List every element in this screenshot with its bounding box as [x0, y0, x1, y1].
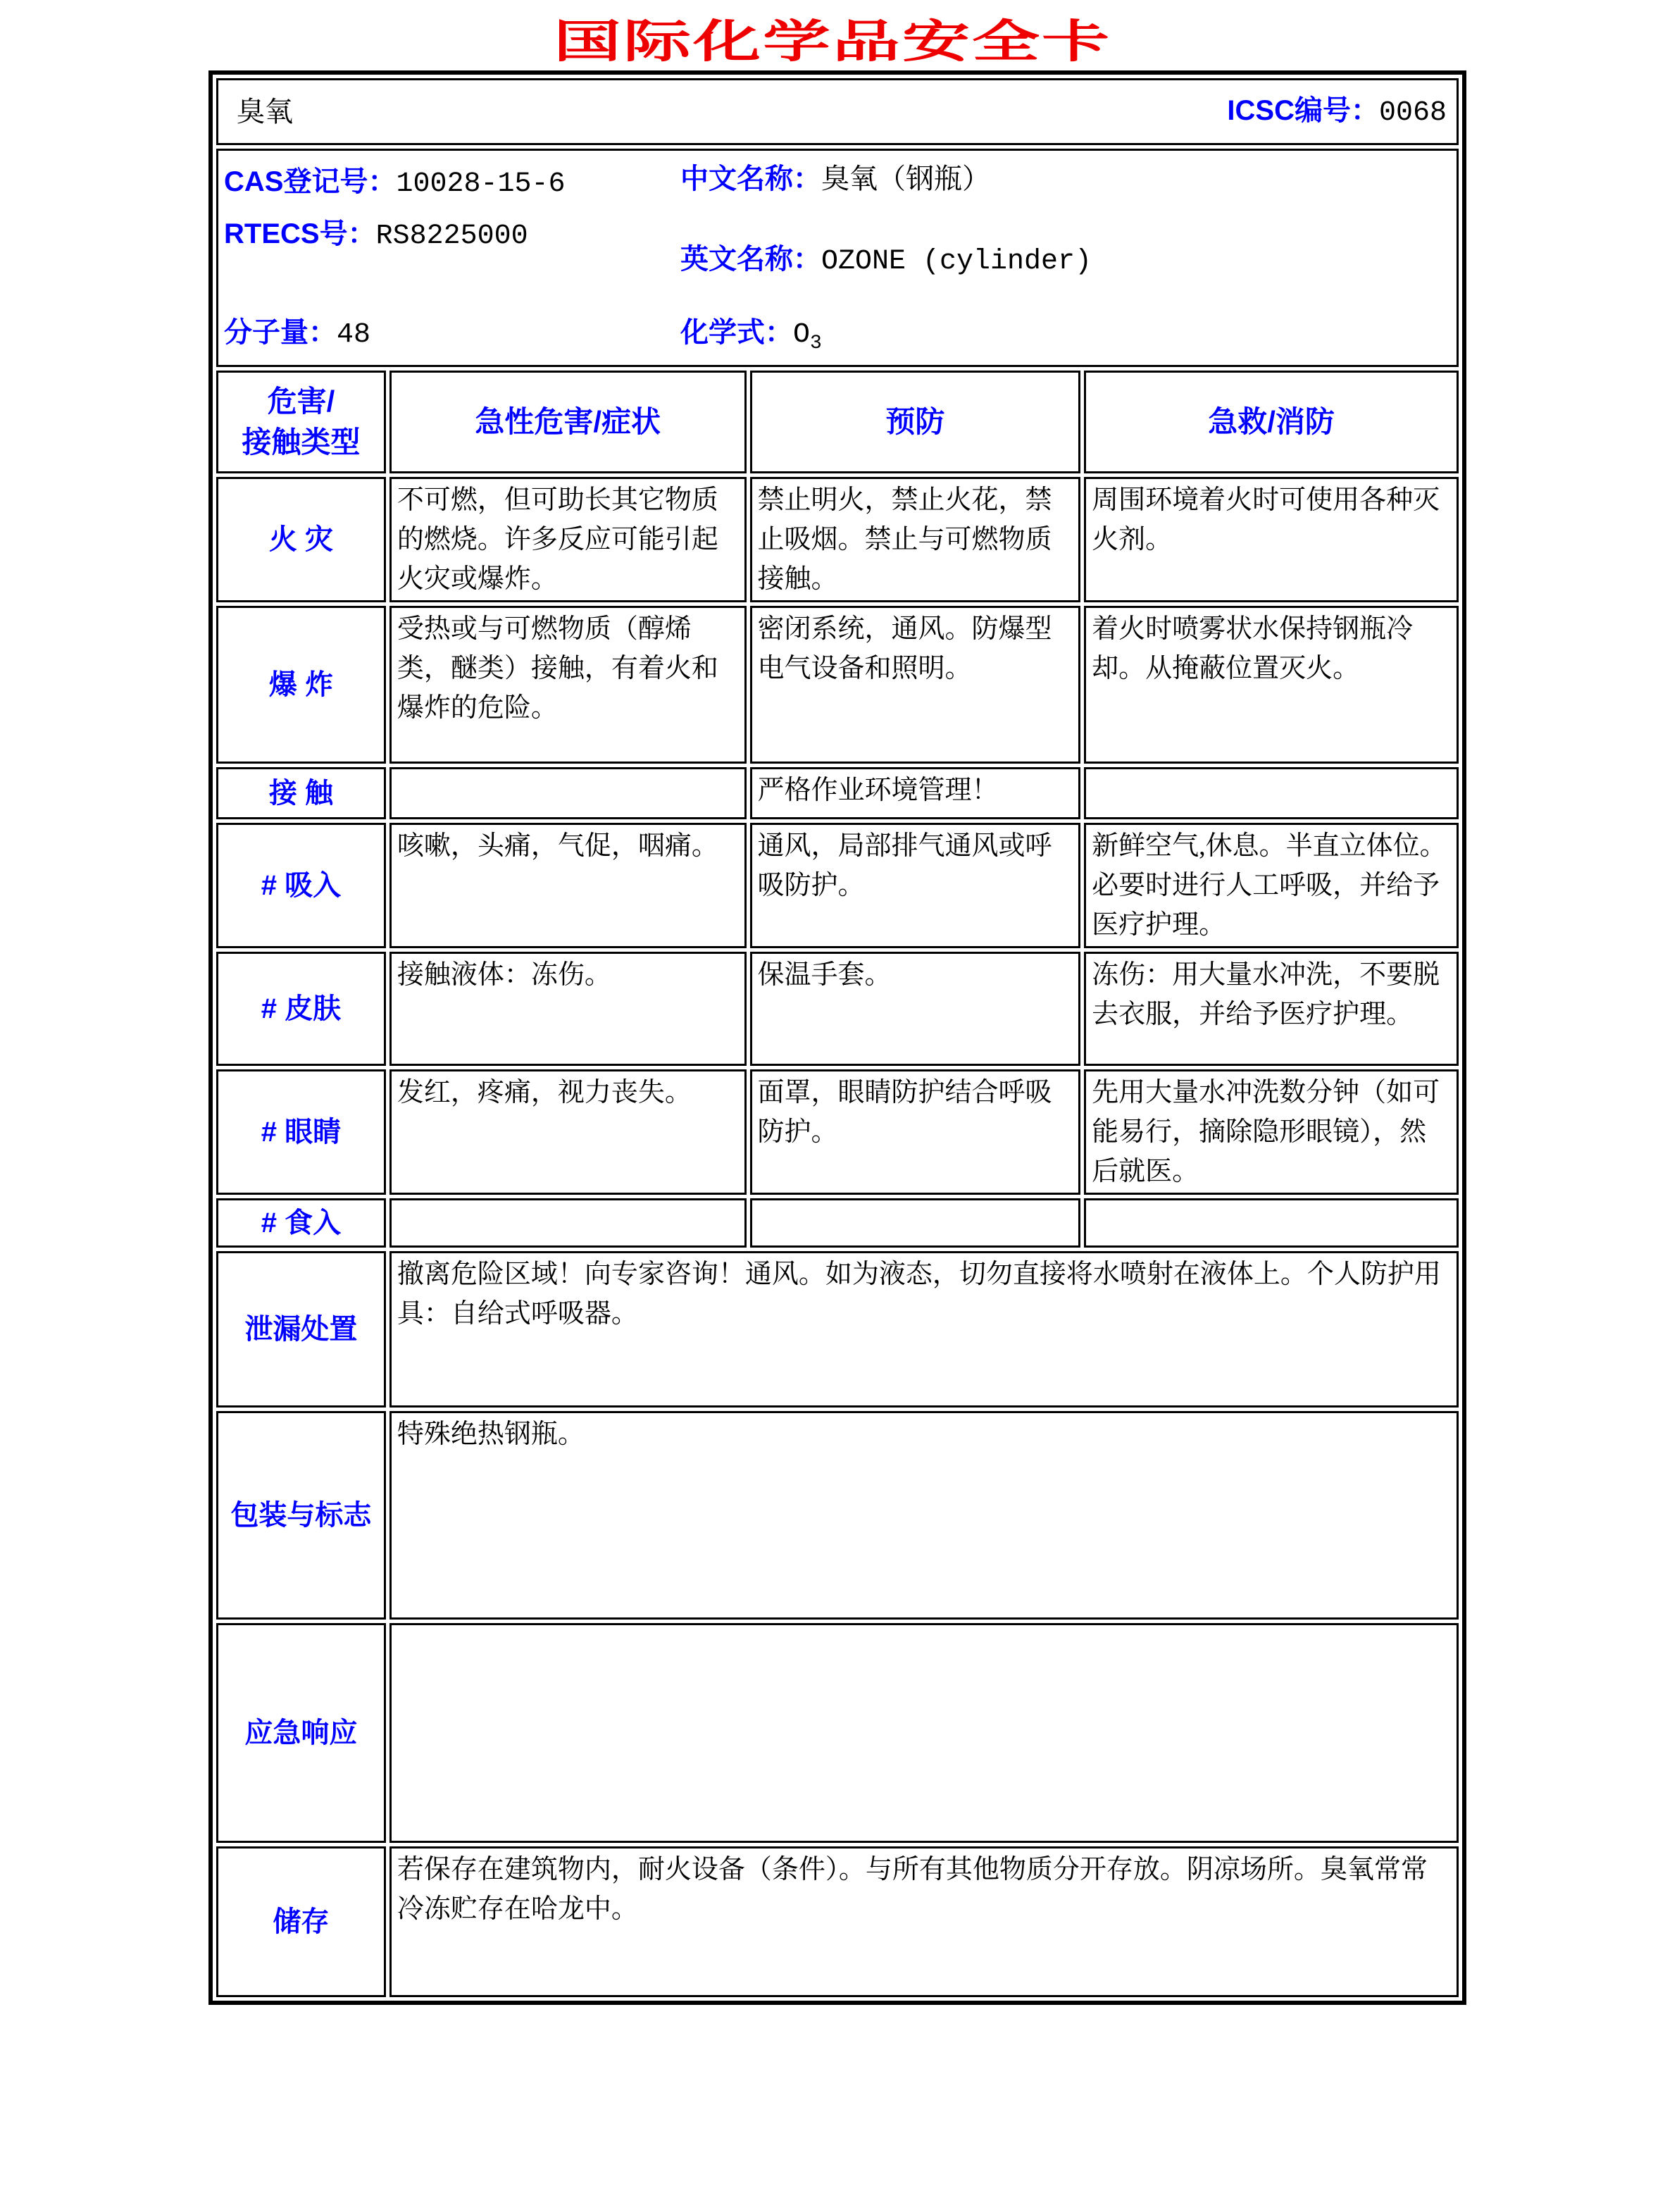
row-ingestion-firstaid: [1084, 1198, 1459, 1248]
row-ingestion: [216, 1198, 1459, 1248]
header-firstaid-firefighting: 急救/消防: [1084, 371, 1459, 473]
identification-cell: [216, 149, 1459, 367]
row-explosion-firstaid: 着火时喷雾状水保持钢瓶冷却。从掩蔽位置灭火。: [1084, 606, 1459, 764]
row-packaging-labelling-content: 特殊绝热钢瓶。: [389, 1411, 1459, 1620]
row-skin-firstaid: 冻伤：用大量水冲洗，不要脱去衣服，并给予医疗护理。: [1084, 952, 1459, 1066]
english-name-line: [680, 242, 1092, 279]
row-emergency-response-content: [389, 1623, 1459, 1843]
molecular-weight-value: 48: [337, 319, 371, 351]
row-spillage-disposal-content: 撤离危险区域！向专家咨询！通风。如为液态，切勿直接将水喷射在液体上。个人防护用具：自给式呼吸器。: [389, 1251, 1459, 1408]
row-eyes-symptoms: 发红，疼痛，视力丧失。: [389, 1069, 747, 1195]
header-acute-symptoms: 急性危害/症状: [389, 371, 747, 473]
page-title: 国际化学品安全卡: [554, 17, 1111, 67]
formula-line: [680, 316, 822, 361]
chinese-name-label: 中文名称：: [680, 163, 821, 194]
cas-line: [224, 165, 566, 201]
row-exposure-prevention: 严格作业环境管理！: [750, 767, 1081, 819]
header-prevention: 预防: [750, 371, 1081, 473]
row-eyes-label: # 眼睛: [216, 1069, 386, 1195]
header-hazard-type: 危害/接触类型: [216, 371, 386, 473]
row-inhalation-symptoms: 咳嗽，头痛，气促，咽痛。: [389, 823, 747, 948]
hazard-header-row: [216, 371, 1459, 473]
cas-value: 10028-15-6: [396, 168, 566, 200]
row-skin: [216, 952, 1459, 1066]
rtecs-label: RTECS号：: [224, 218, 376, 249]
formula-value: $O_3$: [793, 319, 822, 354]
row-eyes-firstaid: 先用大量水冲洗数分钟（如可能易行，摘除隐形眼镜），然后就医。: [1084, 1069, 1459, 1195]
row-eyes: [216, 1069, 1459, 1195]
row-fire-symptoms: 不可燃，但可助长其它物质的燃烧。许多反应可能引起火灾或爆炸。: [389, 477, 747, 602]
row-fire-prevention: 禁止明火，禁止火花，禁止吸烟。禁止与可燃物质接触。: [750, 477, 1081, 602]
safety-card-table: [208, 70, 1466, 2005]
row-explosion-prevention: 密闭系统，通风。防爆型电气设备和照明。: [750, 606, 1081, 764]
icsc-number-group: [1227, 91, 1451, 133]
english-name-value: OZONE (cylinder): [821, 246, 1092, 278]
row-fire: [216, 477, 1459, 602]
substance-name: 臭氧: [237, 95, 293, 128]
icsc-label: ICSC编号：: [1227, 94, 1379, 126]
row-emergency-response-label: 应急响应: [216, 1623, 386, 1843]
row-exposure-firstaid: [1084, 767, 1459, 819]
row-packaging-labelling: [216, 1411, 1459, 1620]
row-inhalation: [216, 823, 1459, 948]
rtecs-line: [224, 217, 528, 254]
row-explosion-symptoms: 受热或与可燃物质（醇烯类，醚类）接触，有着火和爆炸的危险。: [389, 606, 747, 764]
row-spillage-disposal: [216, 1251, 1459, 1408]
row-exposure-label: 接 触: [216, 767, 386, 819]
chinese-name-value: 臭氧（钢瓶）: [821, 163, 990, 194]
row-storage: [216, 1846, 1459, 1997]
row-exposure: [216, 767, 1459, 819]
row-ingestion-symptoms: [389, 1198, 747, 1248]
molecular-weight-label: 分子量：: [224, 317, 337, 348]
row-emergency-response: [216, 1623, 1459, 1843]
row-inhalation-label: # 吸入: [216, 823, 386, 948]
row-explosion: [216, 606, 1459, 764]
row-fire-firstaid: 周围环境着火时可使用各种灭火剂。: [1084, 477, 1459, 602]
row-ingestion-label: # 食入: [216, 1198, 386, 1248]
row-storage-content: 若保存在建筑物内，耐火设备（条件）。与所有其他物质分开存放。阴凉场所。臭氧常常冷冻贮存在哈龙中。: [389, 1846, 1459, 1997]
row-explosion-label: 爆 炸: [216, 606, 386, 764]
molecular-weight-line: [224, 316, 370, 352]
row-packaging-labelling-label: 包装与标志: [216, 1411, 386, 1620]
rtecs-value: RS8225000: [375, 220, 528, 252]
row-ingestion-prevention: [750, 1198, 1081, 1248]
row-skin-symptoms: 接触液体：冻伤。: [389, 952, 747, 1066]
row-fire-label: 火 灾: [216, 477, 386, 602]
row-skin-prevention: 保温手套。: [750, 952, 1081, 1066]
row-skin-label: # 皮肤: [216, 952, 386, 1066]
row-spillage-disposal-label: 泄漏处置: [216, 1251, 386, 1408]
row-eyes-prevention: 面罩，眼睛防护结合呼吸防护。: [750, 1069, 1081, 1195]
row-inhalation-prevention: 通风，局部排气通风或呼吸防护。: [750, 823, 1081, 948]
row-exposure-symptoms: [389, 767, 747, 819]
cas-label: CAS登记号：: [224, 166, 397, 197]
row-inhalation-firstaid: 新鲜空气,休息。半直立体位。必要时进行人工呼吸，并给予医疗护理。: [1084, 823, 1459, 948]
chinese-name-line: [680, 162, 990, 196]
icsc-number: 0068: [1378, 97, 1447, 129]
name-cell: [216, 78, 1459, 145]
name-row: [216, 78, 1459, 145]
row-storage-label: 储存: [216, 1846, 386, 1997]
formula-label: 化学式：: [680, 317, 793, 348]
identification-row: [216, 149, 1459, 367]
english-name-label: 英文名称：: [680, 244, 821, 275]
